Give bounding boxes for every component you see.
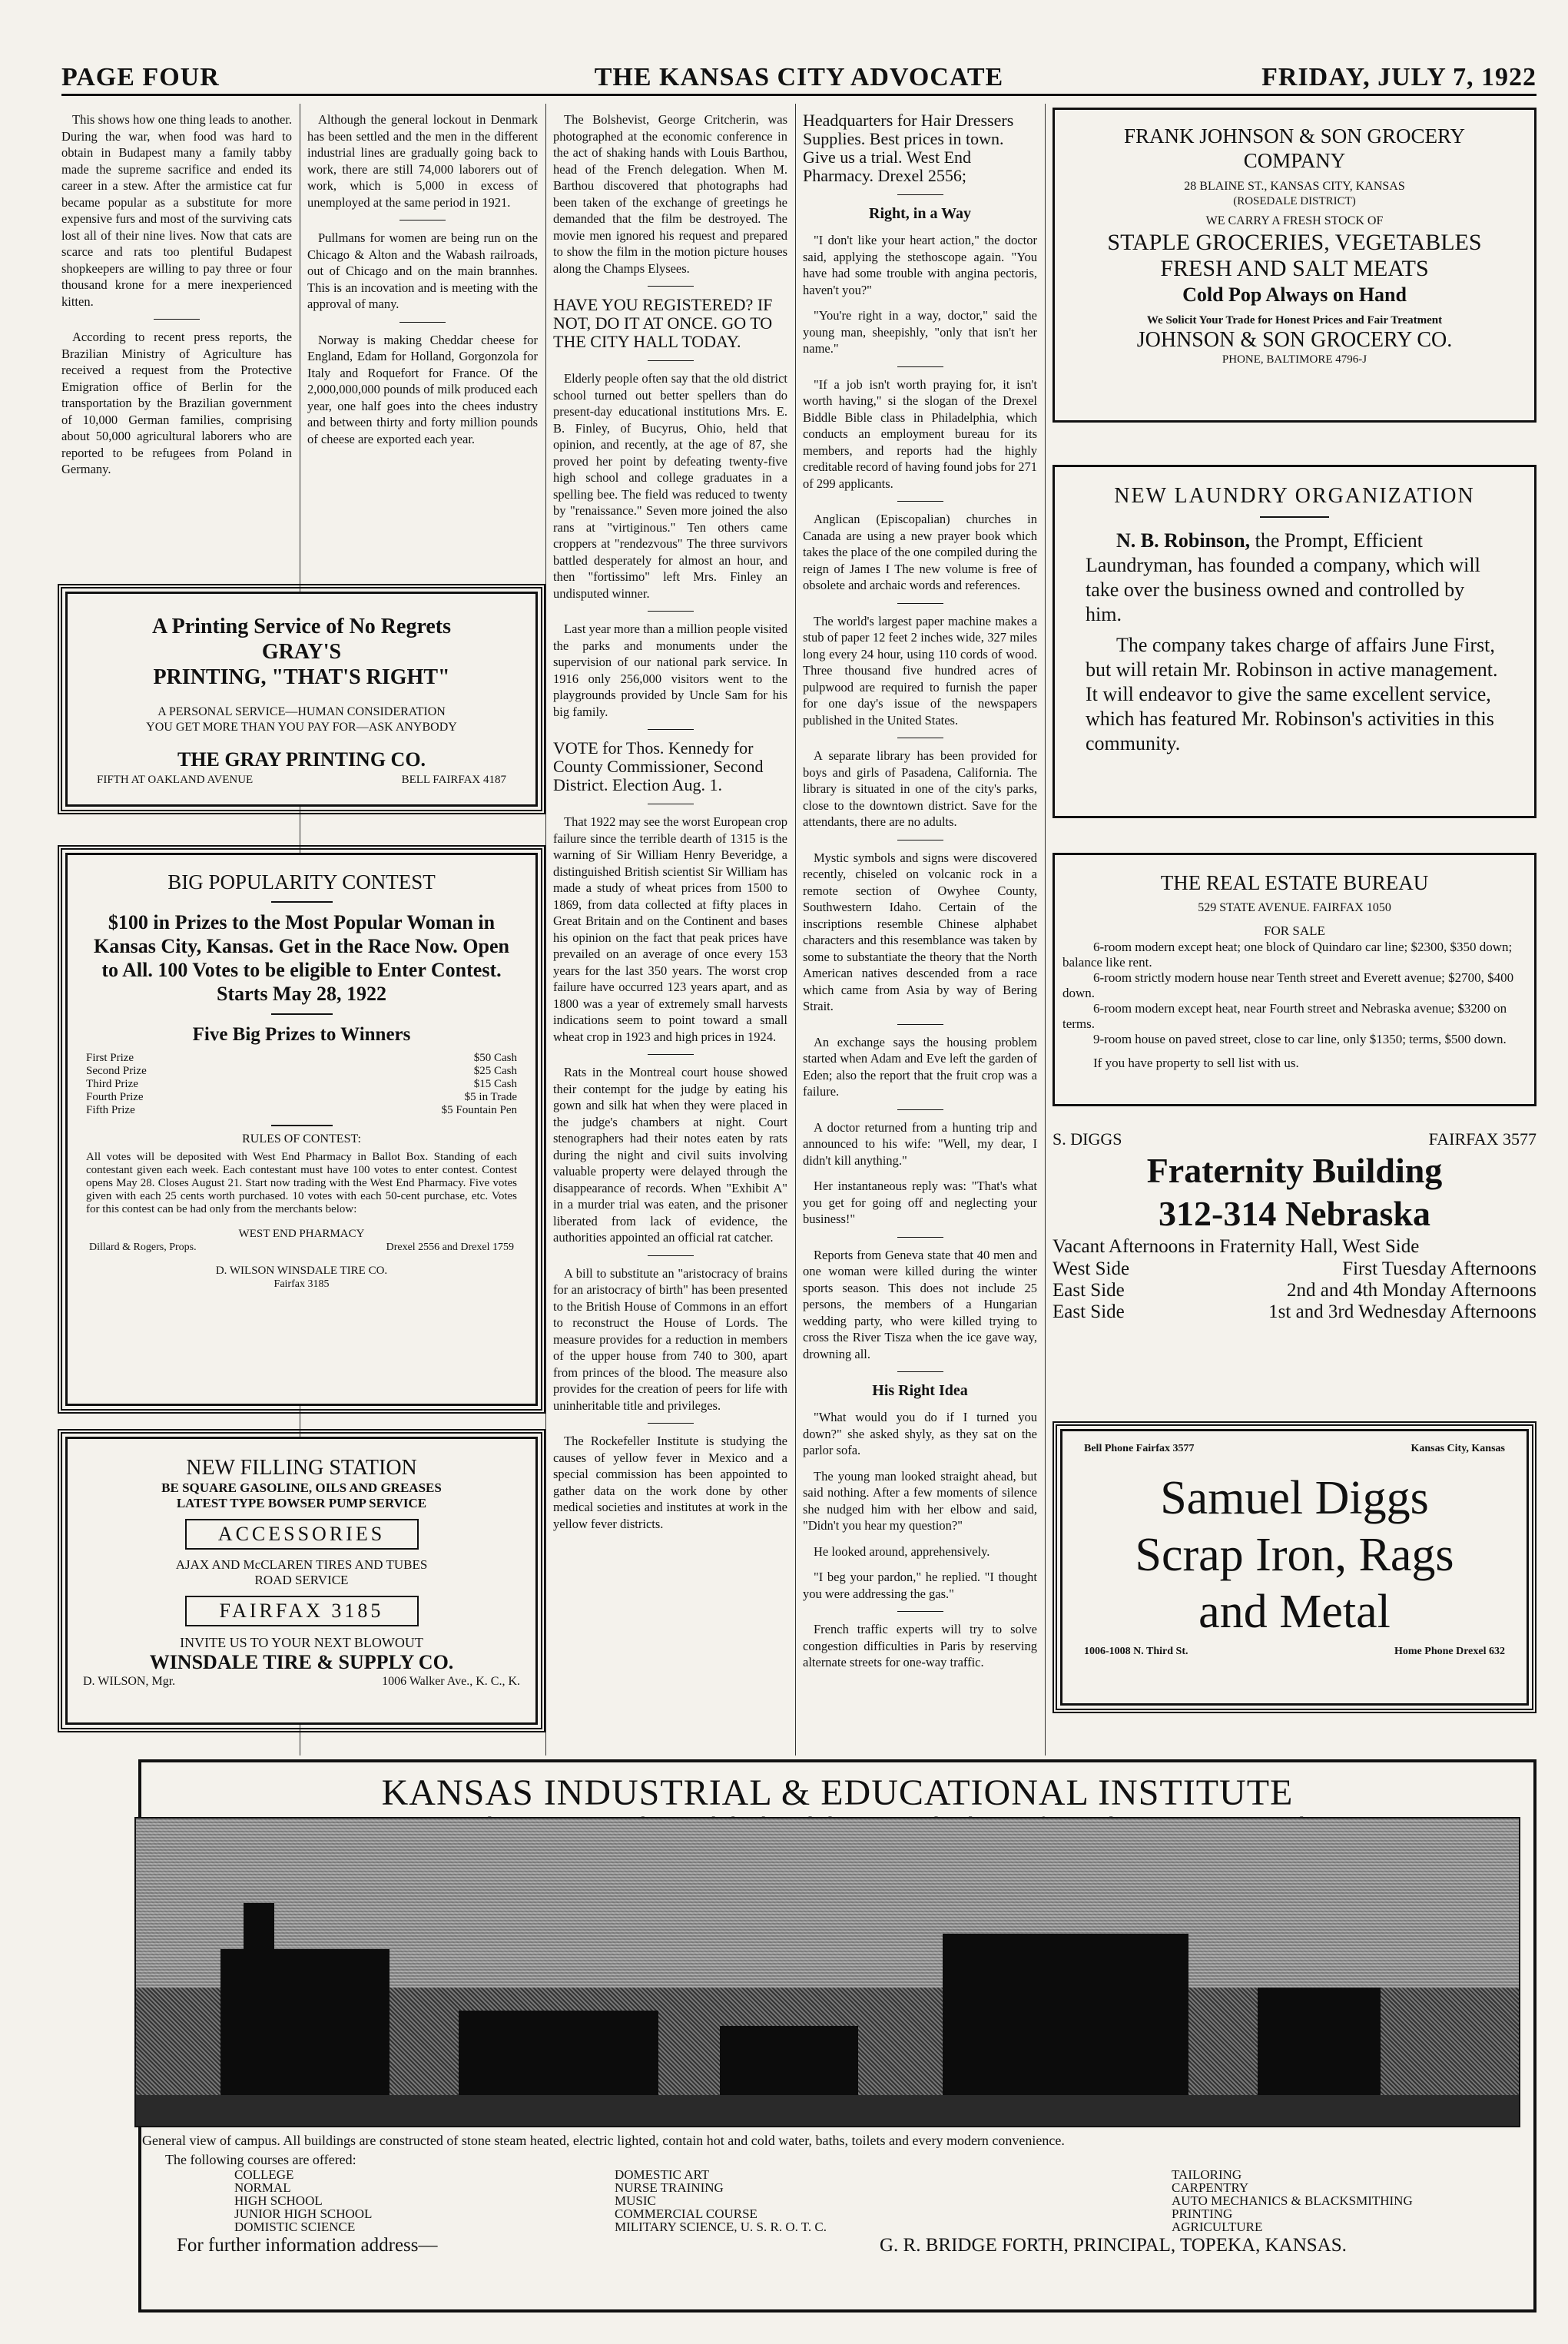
fraternity-schedule-row: West Side First Tuesday Afternoons	[1053, 1258, 1537, 1279]
ad-gray-phone: BELL FAIRFAX 4187	[401, 774, 506, 786]
course-item: HIGH SCHOOL	[234, 2193, 323, 2208]
campus-tower	[244, 1903, 274, 2126]
institute-title: KANSAS INDUSTRIAL & EDUCATIONAL INSTITUTE	[381, 1772, 1294, 1813]
ad-gray-slogan: PRINTING, "THAT'S RIGHT"	[153, 665, 450, 689]
filling-phone: FAIRFAX 3185	[185, 1596, 419, 1626]
fraternity-schedule-row: East Side 1st and 3rd Wednesday Afternoons	[1053, 1301, 1537, 1322]
article-house-of-lords: A bill to substitute an "aristocracy of brains for an aristocracy of birth" has been presented to the British House of Commons in an effort to reconstruct the House of Lords. The measure provides for a reduction in members of the upper house from 740 to 300, apart from princes of the blood. The measure also provides for the creation of peers for life with uninheritable title and privileges.	[553, 1265, 787, 1413]
course-item: MUSIC	[615, 2193, 656, 2208]
notice-hair-supplies: Headquarters for Hair Dressers Supplies. Best prices in town. Give us a trial. West End Pharmacy. Drexel 2556;	[803, 111, 1014, 185]
grocery-meats: FRESH AND SALT MEATS	[1160, 256, 1429, 281]
merchant-tire-phone: Fairfax 3185	[273, 1278, 330, 1290]
course-item: TAILORING	[1172, 2167, 1242, 2182]
merchant-pharmacy-owners: Dillard & Rogers, Props. Drexel 2556 and Drexel 1759	[89, 1242, 514, 1253]
ad-gray-name: GRAY'S	[261, 640, 342, 664]
rules-text: All votes will be deposited with West End Pharmacy in Ballot Box. Standing of each contestant given each week. Each contestant must have 100 votes to enter contest. Contest opens May 28. Closes August 21. Start now trading with the West End Pharmacy. Five votes given with each 25 cents worth purchased. 10 votes with each 50-cent purchase, etc. Votes for this contest can be had only from the merchants below:	[86, 1151, 517, 1215]
ad-johnson-grocery	[1053, 108, 1537, 423]
fraternity-owner: S. DIGGS	[1053, 1129, 1122, 1149]
filling-company: WINSDALE TIRE & SUPPLY CO.	[149, 1651, 454, 1673]
prizes-title: Five Big Prizes to Winners	[192, 1024, 411, 1045]
grocery-co: JOHNSON & SON GROCERY CO.	[1136, 328, 1453, 352]
article-pullmans-women: Pullmans for women are being run on the Chicago & Alton and the Wabash railroads, out of Chicago and on the main brannhes. This is an incovation and is meeting with the approval of many.	[307, 230, 538, 311]
grocery-solicit: We Solicit Your Trade for Honest Prices and Fair Treatment	[1146, 314, 1443, 327]
article-separator	[897, 501, 943, 502]
article-national-parks: Last year more than a million people visited the parks and monuments under the supervision of our national park service. In 1916 only 256,000 visitors went to the playgrounds provided by Uncle Sam for his big family.	[553, 622, 787, 719]
column-3	[553, 111, 787, 1740]
course-item: AGRICULTURE	[1172, 2220, 1263, 2234]
prize-row: Fourth Prize $5 in Trade	[86, 1091, 517, 1103]
grocery-company: COMPANY	[1243, 149, 1346, 172]
course-item: JUNIOR HIGH SCHOOL	[234, 2206, 373, 2221]
notice-register: HAVE YOU REGISTERED? IF NOT, DO IT AT ONCE. GO TO THE CITY HALL TODAY.	[553, 295, 773, 351]
article-separator	[648, 1054, 694, 1055]
prize-row: First Prize $50 Cash	[86, 1052, 517, 1064]
prize-row: Third Prize $15 Cash	[86, 1078, 517, 1090]
article-separator	[399, 322, 446, 323]
institute-courses-col3	[1172, 2168, 1413, 2233]
diggs-name: Samuel Diggs	[1160, 1472, 1429, 1524]
joke-doctor-2: "You're right in a way, doctor," said the young man, sheepishly, "only that isn't her name."	[803, 308, 1037, 356]
ad-gray-footer	[81, 772, 522, 787]
article-norway-cheese: Norway is making Cheddar cheese for England, Edam for Holland, Gorgonzola for Italy and Roquefort for France. Of the 2,000,000,000 pounds of milk produced each year, one half goes into the chees industry and between thirty and forty million pounds of cheese are exported each year.	[307, 332, 538, 446]
realestate-address: 529 STATE AVENUE. FAIRFAX 1050	[1198, 901, 1391, 914]
article-separator	[154, 319, 200, 320]
course-item: PRINTING	[1172, 2206, 1233, 2221]
diggs-footer	[1084, 1645, 1505, 1659]
ad-new-laundry	[1053, 465, 1537, 818]
article-montreal-rats: Rats in the Montreal court house showed their contempt for the judge by eating his gown and silk hat when they were placed in the judge's chambers at night. Court stenographers had their notes eaten by rats during the night and civil suits involving valuable property were delayed through the disappearance of records. When "Exhibit A" in a murder trial was eaten, and the prisoner liberated from lack of evidence, the authorities appointed an official rat catcher.	[553, 1065, 787, 1245]
laundry-rule	[1260, 516, 1329, 518]
contest-rule	[271, 901, 333, 903]
article-separator	[897, 1109, 943, 1110]
column-rule	[545, 104, 546, 1756]
course-item: NURSE TRAINING	[615, 2180, 724, 2195]
diggs-trade: Scrap Iron, Rags	[1135, 1529, 1454, 1581]
fraternity-schedule-row: East Side 2nd and 4th Monday Afternoons	[1053, 1280, 1537, 1301]
article-housing-problem: An exchange says the housing problem started when Adam and Eve left the garden of Eden; also the report that the fruit crop was a failure.	[803, 1034, 1037, 1099]
filling-accessories: ACCESSORIES	[185, 1519, 419, 1550]
ad-samuel-diggs	[1060, 1429, 1529, 1706]
grocery-name: FRANK JOHNSON & SON GROCERY	[1123, 124, 1466, 148]
diggs-header	[1084, 1442, 1505, 1456]
article-separator	[648, 360, 694, 361]
article-brazil-emigration: According to recent press reports, the Brazilian Ministry of Agriculture has received a request from the Protective Emigration office of Berlin for the transportation by the Brazilian government of 10,000 German families, comprising about 50,000 agricultural laborers who are reported to be refugees from Poland in Germany.	[61, 330, 292, 476]
diggs-home-phone: Home Phone Drexel 632	[1394, 1646, 1505, 1657]
filling-manager: D. WILSON, Mgr.	[83, 1675, 176, 1688]
fraternity-title: Fraternity Building	[1146, 1151, 1443, 1190]
laundry-paragraph-1: N. B. Robinson, the Prompt, Efficient Laundryman, has founded a company, which will take over the business owned and controlled by him.	[1086, 529, 1480, 625]
filling-address: 1006 Walker Ave., K. C., K.	[382, 1675, 520, 1688]
prize-row: Fifth Prize $5 Fountain Pen	[86, 1104, 517, 1116]
merchant-tire: D. WILSON WINSDALE TIRE CO.	[215, 1265, 388, 1277]
rules-title: RULES OF CONTEST:	[242, 1132, 361, 1145]
laundry-paragraph-2: The company takes charge of affairs June First, but will retain Mr. Robinson in active management. It will endeavor to give the same excellent service, which has featured Mr. Robinson's activities in this community.	[1086, 634, 1498, 754]
prize-list	[86, 1052, 517, 1117]
realestate-listing: 6-room modern except heat; one block of Quindaro car line; $2300, $350 down; balance like rent.	[1062, 940, 1513, 970]
joke-hunting-1: A doctor returned from a hunting trip and announced to his wife: "Well, my dear, I didn't kill anything."	[803, 1119, 1037, 1168]
article-yellow-fever: The Rockefeller Institute is studying the causes of yellow fever in Mexico and a special commission has been appointed to gather data on the work done by other medical societies and institutes at work in the yellow fever districts.	[553, 1434, 787, 1531]
filling-title: NEW FILLING STATION	[186, 1456, 417, 1480]
column-1	[61, 111, 292, 580]
joke-idea-3: He looked around, apprehensively.	[814, 1543, 990, 1559]
issue-date: FRIDAY, JULY 7, 1922	[1261, 63, 1537, 91]
course-item: DOMISTIC SCIENCE	[234, 2220, 356, 2234]
campus-ground	[136, 2095, 1519, 2126]
course-item: CARPENTRY	[1172, 2180, 1249, 2195]
ad-filling-station	[65, 1437, 538, 1725]
realestate-listing: 6-room modern except heat, near Fourth street and Nebraska avenue; $3200 on terms.	[1062, 1001, 1507, 1031]
diggs-city: Kansas City, Kansas	[1411, 1443, 1505, 1454]
grocery-phone: PHONE, BALTIMORE 4796-J	[1222, 353, 1367, 366]
realestate-listing: 6-room strictly modern house near Tenth street and Everett avenue; $2700, $400 down.	[1062, 970, 1514, 1000]
joke-idea-1: "What would you do if I turned you down?" she asked shyly, as they sat on the parlor sofa.	[803, 1410, 1037, 1457]
realestate-closing: If you have property to sell list with us.	[1093, 1056, 1299, 1070]
page-header	[61, 63, 1537, 96]
ad-fraternity-building	[1053, 1129, 1537, 1398]
article-bolshevist-photo: The Bolshevist, George Critcherin, was photographed at the economic conference in the act of shaking hands with Louis Barthou, head of the French delegation. When M. Barthou discovered that photographs had been taken of the exchange of greetings he demanded that the film be destroyed. The movie men ignored his request and prepared to show the film in the motion picture houses along the Champs Elysees.	[553, 112, 787, 276]
grocery-address: 28 BLAINE ST., KANSAS CITY, KANSAS	[1184, 180, 1405, 193]
article-paris-traffic: French traffic experts will try to solve congestion difficulties in Paris by reserving alternate streets for one-way traffic.	[803, 1622, 1037, 1669]
ad-gray-company: THE GRAY PRINTING CO.	[177, 748, 426, 771]
ad-real-estate	[1053, 853, 1537, 1106]
article-separator	[897, 1371, 943, 1372]
fraternity-vacant: Vacant Afternoons in Fraternity Hall, West Side	[1053, 1236, 1420, 1257]
merchant-pharmacy: WEST END PHARMACY	[238, 1228, 365, 1240]
contest-lead: $100 in Prizes to the Most Popular Woman in Kansas City, Kansas. Get in the Race Now. Open to All. 100 Votes to be eligible to Enter Contest. Starts May 28, 1922	[94, 911, 509, 1005]
grocery-district: (ROSEDALE DISTRICT)	[1233, 195, 1356, 207]
ad-gray-tagline: A Printing Service of No Regrets	[151, 615, 452, 638]
institute-caption: General view of campus. All buildings are constructed of stone steam heated, electric lighted, contain hot and cold water, baths, toilets and every modern convenience.	[142, 2133, 1065, 2148]
article-budapest-cats: This shows how one thing leads to another. During the war, when food was hard to obtain in Budapest many a family tabby made the supreme sacrifice and ended its career in a stew. After the armistice cat fur became popular as a substitute for more expensive furs and most of the surviving cats lost all of their nine lives. Now that cats are scarce and rats too plentiful Budapest shopkeepers are willing to pay three or four thousand krone for a mere inexperienced kitten.	[61, 112, 292, 309]
article-denmark-lockout: Although the general lockout in Denmark has been settled and the men in the different industrial lines are gradually going back to work, there are still 74,000 laborers out of work, which is 5,000 in excess of unemployed at the same period in 1921.	[307, 112, 538, 210]
institute-further: For further information address—	[177, 2235, 438, 2256]
grocery-pop: Cold Pop Always on Hand	[1182, 283, 1407, 306]
course-item: NORMAL	[234, 2180, 291, 2195]
realestate-title: THE REAL ESTATE BUREAU	[1160, 871, 1429, 894]
article-separator	[648, 729, 694, 730]
notice-vote-kennedy: VOTE for Thos. Kennedy for County Commissioner, Second District. Election Aug. 1.	[553, 738, 764, 794]
fraternity-phone: FAIRFAX 3577	[1428, 1129, 1537, 1149]
joke-doctor-1: "I don't like your heart action," the doctor said, applying the stethoscope again. "You have had some trouble with angina pectoris, haven't you?"	[803, 233, 1037, 297]
article-pasadena-library: A separate library has been provided for boys and girls of Pasadena, California. The library is situated in one of the city's parks, close to the downtown district. Save for the attendants, there are no adults.	[803, 748, 1037, 829]
filling-tires: AJAX AND McCLAREN TIRES AND TUBES	[175, 1557, 428, 1572]
article-separator	[897, 1611, 943, 1612]
filling-gasoline: BE SQUARE GASOLINE, OILS AND GREASES	[161, 1480, 442, 1495]
article-separator	[648, 1423, 694, 1424]
article-geneva-sports: Reports from Geneva state that 40 men and one woman were killed during the winter sports season. This does not include 25 persons, the members of a Hungarian wedding party, who were killed trying to cross the River Tisza when the ice gave way, drowning all.	[803, 1247, 1037, 1361]
article-separator	[648, 286, 694, 287]
contest-rule	[271, 1013, 333, 1015]
course-item: COLLEGE	[234, 2167, 294, 2182]
grocery-stock: WE CARRY A FRESH STOCK OF	[1205, 214, 1384, 227]
column-4	[803, 111, 1037, 1740]
filling-footer	[83, 1674, 520, 1689]
institute-courses-lead: The following courses are offered:	[165, 2152, 356, 2167]
grocery-staples: STAPLE GROCERIES, VEGETABLES	[1107, 230, 1482, 255]
article-prayer-book: Anglican (Episcopalian) churches in Canada are using a new prayer book which takes the place of the one compiled during the reign of James I The new volume is free of obsolete and archaic words and references.	[803, 512, 1037, 592]
campus-photo	[134, 1817, 1520, 2127]
column-rule	[1045, 104, 1046, 1756]
page-number: PAGE FOUR	[61, 63, 220, 91]
ad-gray-address: FIFTH AT OAKLAND AVENUE	[97, 774, 254, 786]
joke-idea-4: "I beg your pardon," he replied. "I thought you were addressing the gas."	[803, 1570, 1037, 1601]
filling-pump: LATEST TYPE BOWSER PUMP SERVICE	[176, 1496, 427, 1510]
article-spelling-bee: Elderly people often say that the old district school turned out better spellers than do present-day educational institutions Mrs. E. B. Finley, of Bucyrus, Ohio, held that opinion, and recently, at the age of 87, she proved her point by defeating twenty-five high school and college graduates in a spelling bee. The field was reduced to twenty by "renaissance." Seven more joined the also rans at "virtiginous." Ten others came croppers at "rendezvous" The three survivors battled desperately for almost an hour, and then "fortissimo" left Mrs. Finley an undisputed winner.	[553, 371, 787, 601]
course-item: AUTO MECHANICS & BLACKSMITHING	[1172, 2193, 1413, 2208]
ad-gray-printing	[65, 592, 538, 807]
fraternity-address: 312-314 Nebraska	[1159, 1194, 1430, 1233]
institute-principal: G. R. BRIDGE FORTH, PRINCIPAL, TOPEKA, KANSAS.	[880, 2235, 1347, 2256]
article-separator	[897, 603, 943, 604]
filling-invite: INVITE US TO YOUR NEXT BLOWOUT	[180, 1635, 423, 1650]
article-bible-class: "If a job isn't worth praying for, it isn't worth having," si the slogan of the Drexel Biddle Bible class in Philadelphia, which conducts an employment bureau for its members, and reports had the highly creditable record of having found jobs for 271 of 299 applicants.	[803, 376, 1037, 491]
course-item: MILITARY SCIENCE, U. S. R. O. T. C.	[615, 2220, 827, 2234]
article-separator	[648, 1255, 694, 1256]
realestate-listing: 9-room house on paved street, close to car line, only $1350; terms, $500 down.	[1093, 1032, 1507, 1046]
ad-gray-service: A PERSONAL SERVICE—HUMAN CONSIDERATION	[157, 705, 446, 718]
institute-courses-col1	[234, 2168, 372, 2233]
diggs-bell-phone: Bell Phone Fairfax 3577	[1084, 1443, 1195, 1454]
ad-popularity-contest	[65, 853, 538, 1406]
article-paper-machine: The world's largest paper machine makes a stub of paper 12 feet 2 inches wide, 327 miles long every 24 hour, using 110 cords of wood. Three thousand five hundred acres of pulpwood are required to furnish the paper for one day's issue of the newspapers published in the United States.	[803, 613, 1037, 728]
realestate-for-sale: FOR SALE	[1264, 923, 1325, 938]
joke-idea-2: The young man looked straight ahead, but said nothing. After a few moments of silence she nudged him with her elbow and said, "Didn't you hear my question?"	[803, 1468, 1037, 1533]
article-idaho-symbols: Mystic symbols and signs were discovered recently, chiseled on volcanic rock in a remote section of Owyhee County, Southwestern Idaho. Certain of the inscriptions resemble Chinese alphabet characters and this resemblance was taken by some to substantiate the theory that the North American natives descended from a race which came from Asia by way of Bering Strait.	[803, 850, 1037, 1013]
laundry-title: NEW LAUNDRY ORGANIZATION	[1114, 484, 1475, 508]
column-2	[307, 111, 538, 580]
article-separator	[897, 1237, 943, 1238]
filling-road-service: ROAD SERVICE	[254, 1573, 349, 1587]
column-rule	[795, 104, 796, 1756]
joke-heading-idea: His Right Idea	[872, 1382, 968, 1399]
contest-rule	[271, 1125, 333, 1126]
article-crop-failure: That 1922 may see the worst European crop failure since the terrible dearth of 1315 is the warning of Sir William Henry Beveridge, a distinguished British scientist Sir William has made a study of wheat prices from 1500 to 1869, from data collected at fifty places in Great Britain and on the Continent and bases his opinion on the fact that peak prices have prevailed on an average of once every 153 years for the last 350 years. The worst crop failure have occurred 123 years apart, and as 1800 was a year of extremely small harvests indications seem to point toward a small wheat crop in 1923 and high prices in 1924.	[553, 814, 787, 1044]
fraternity-header	[1053, 1129, 1537, 1149]
contest-title: BIG POPULARITY CONTEST	[167, 870, 436, 894]
joke-heading-right: Right, in a Way	[869, 205, 971, 222]
joke-hunting-2: Her instantaneous reply was: "That's what you get for going off and neglecting your business!"	[803, 1179, 1037, 1226]
course-item: COMMERCIAL COURSE	[615, 2206, 757, 2221]
newspaper-name: THE KANSAS CITY ADVOCATE	[594, 63, 1004, 91]
article-separator	[897, 194, 943, 195]
institute-courses-col2	[615, 2168, 827, 2233]
article-separator	[897, 1024, 943, 1025]
article-separator	[897, 366, 943, 367]
diggs-metal: and Metal	[1198, 1586, 1391, 1638]
ad-gray-value: YOU GET MORE THAN YOU PAY FOR—ASK ANYBODY	[146, 721, 457, 734]
diggs-address: 1006-1008 N. Third St.	[1084, 1646, 1188, 1657]
article-separator	[648, 611, 694, 612]
prize-row: Second Prize $25 Cash	[86, 1065, 517, 1077]
course-item: DOMESTIC ART	[615, 2167, 710, 2182]
laundry-name: N. B. Robinson,	[1116, 529, 1251, 552]
